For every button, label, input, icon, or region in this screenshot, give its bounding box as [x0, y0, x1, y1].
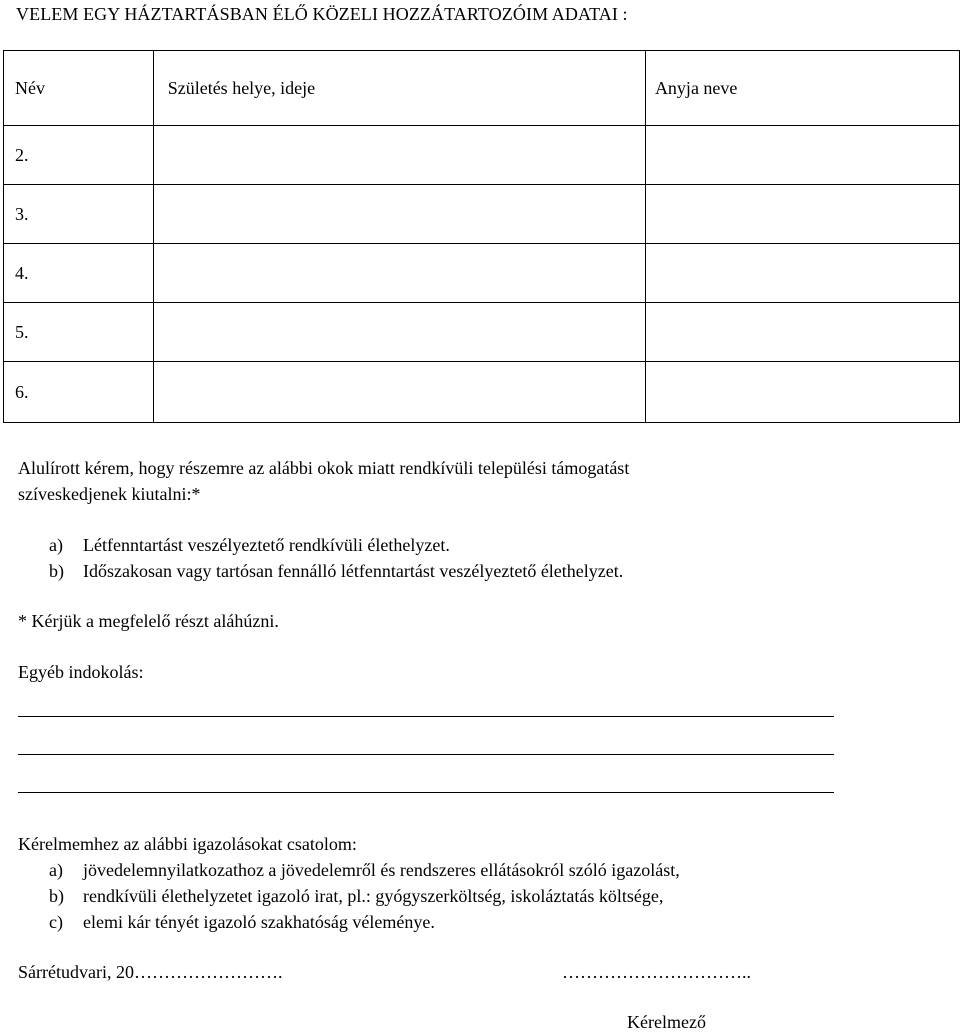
section-title: VELEM EGY HÁZTARTÁSBAN ÉLŐ KÖZELI HOZZÁTARTOZÓIM ADATAI :: [16, 4, 628, 24]
underline-note: * Kérjük a megfelelő részt aláhúzni.: [18, 611, 279, 631]
place-date-field[interactable]: Sárrétudvari, 20…………………….: [18, 962, 283, 982]
table-row: [4, 185, 960, 244]
birth-place-date-cell[interactable]: [153, 362, 645, 423]
signature-line[interactable]: …………………………..: [562, 962, 751, 982]
header-birth-place-date: Születés helye, ideje: [153, 51, 645, 126]
attachment-c-marker: c): [49, 912, 63, 932]
reason-b-marker: b): [49, 561, 64, 581]
mother-name-cell[interactable]: [645, 185, 959, 244]
row-number: 6.: [4, 362, 154, 423]
row-number: 3.: [4, 185, 154, 244]
mother-name-cell[interactable]: [645, 244, 959, 303]
reason-b-text[interactable]: Időszakosan vagy tartósan fennálló létfenntartást veszélyeztető élethelyzet.: [83, 561, 624, 581]
request-text-line-1: Alulírott kérem, hogy részemre az alábbi okok miatt rendkívüli települési támogatást: [18, 458, 630, 478]
attachment-b-text: rendkívüli élethelyzetet igazoló irat, pl.: gyógyszerköltség, iskoláztatás költsége,: [83, 886, 664, 906]
table-row: [4, 362, 960, 423]
attachment-b-marker: b): [49, 886, 64, 906]
table-row: [4, 126, 960, 185]
table-row: [4, 303, 960, 362]
request-text-line-2: szíveskedjenek kiutalni:*: [18, 484, 201, 504]
attachments-intro: Kérelmemhez az alábbi igazolásokat csatolom:: [18, 834, 357, 854]
mother-name-cell[interactable]: [645, 126, 959, 185]
birth-place-date-cell[interactable]: [153, 303, 645, 362]
row-number: 2.: [4, 126, 154, 185]
other-reason-label: Egyéb indokolás:: [18, 662, 144, 682]
table-row: [4, 244, 960, 303]
birth-place-date-cell[interactable]: [153, 185, 645, 244]
attachment-a-marker: a): [49, 860, 63, 880]
birth-place-date-cell[interactable]: [153, 126, 645, 185]
mother-name-cell[interactable]: [645, 303, 959, 362]
header-name: Név: [4, 51, 154, 126]
reason-a-marker: a): [49, 535, 63, 555]
row-number: 4.: [4, 244, 154, 303]
reason-a-text[interactable]: Létfenntartást veszélyeztető rendkívüli élethelyzet.: [83, 535, 450, 555]
attachment-a-text: jövedelemnyilatkozathoz a jövedelemről és rendszeres ellátásokról szóló igazolást,: [83, 860, 680, 880]
header-mother-name: Anyja neve: [645, 51, 959, 126]
other-reason-line-3[interactable]: [18, 792, 834, 793]
household-members-table: [3, 50, 960, 423]
row-number: 5.: [4, 303, 154, 362]
birth-place-date-cell[interactable]: [153, 244, 645, 303]
table-header-row: [4, 51, 960, 126]
other-reason-line-1[interactable]: [18, 716, 834, 717]
other-reason-line-2[interactable]: [18, 754, 834, 755]
attachment-c-text: elemi kár tényét igazoló szakhatóság véleménye.: [83, 912, 435, 932]
signature-label: Kérelmező: [627, 1012, 706, 1032]
mother-name-cell[interactable]: [645, 362, 959, 423]
